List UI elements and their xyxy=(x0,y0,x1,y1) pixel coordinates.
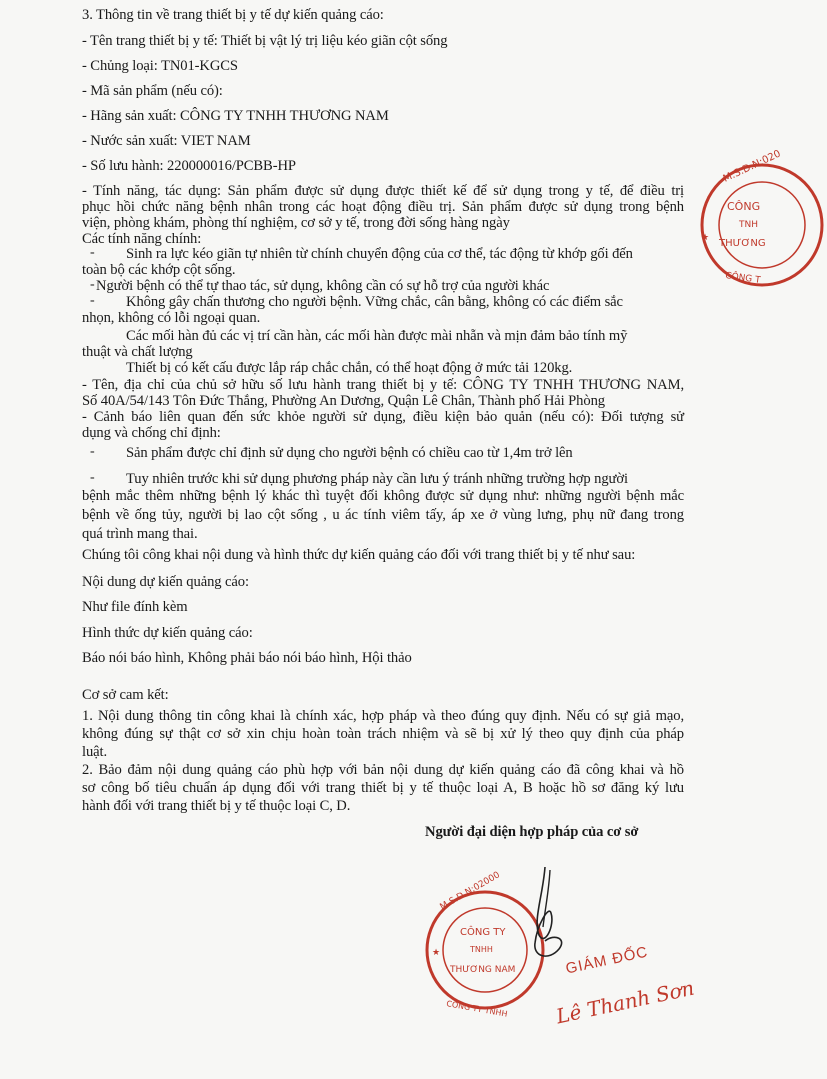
svg-text:★: ★ xyxy=(701,233,710,243)
seal-line-3: THƯƠNG NAM xyxy=(450,965,516,975)
device-name: - Tên trang thiết bị y tế: Thiết bị vật lý trị liệu kéo giãn cột sống xyxy=(82,33,448,49)
company-stamp-icon xyxy=(697,148,827,290)
warning-line-1: - Cảnh báo liên quan đến sức khỏe người sử dụng, điều kiện bảo quản (nếu có): Đối tượng sử xyxy=(82,409,684,425)
stamp-ring-text: M.S.D.N:020 xyxy=(721,148,783,185)
country: - Nước sản xuất: VIET NAM xyxy=(82,133,251,149)
commitment-1a: 1. Nội dung thông tin công khai là chính xác, hợp pháp và theo đúng quy định. Nếu có sự giả mạo, xyxy=(82,708,684,724)
ad-form-value: Báo nói báo hình, Không phải báo nói báo hình, Hội thảo xyxy=(82,650,412,666)
owner-line-1: - Tên, địa chỉ của chủ sở hữu số lưu hành trang thiết bị y tế: CÔNG TY TNHH THƯƠNG NAM, xyxy=(82,377,684,393)
commitment-2a: 2. Bảo đảm nội dung quảng cáo phù hợp với bản nội dung dự kiến quảng cáo đã công khai và hồ xyxy=(82,762,684,778)
feature-3b: nhọn, không có lỗi ngoại quan. xyxy=(82,310,261,326)
signature-title: GIÁM ĐỐC xyxy=(564,943,650,978)
section-heading: 3. Thông tin về trang thiết bị y tế dự kiến quảng cáo: xyxy=(82,7,384,23)
seal-ring-text: M.S.D.N:02000 xyxy=(438,870,502,913)
bullet: - xyxy=(90,293,95,308)
owner-address: Số 40A/54/143 Tôn Đức Thắng, Phường An Dương, Quận Lê Chân, Thành phố Hải Phòng xyxy=(82,393,605,409)
contra-line-2: bệnh mắc thêm những bệnh lý khác thì tuyệt đối không được sử dụng như: những người bệnh mắc xyxy=(82,488,684,504)
features-line-1: - Tính năng, tác dụng: Sản phẩm được sử dụng được thiết kế để sử dụng trong y tế, để điều trị xyxy=(82,183,684,199)
features-line-3: viện, phòng khám, phòng thí nghiệm, cơ sở y tế, trong đời sống hàng ngày xyxy=(82,215,510,231)
seal-line-1: CÔNG TY xyxy=(460,927,506,938)
stamp-line-1: CÔNG xyxy=(727,200,761,213)
ad-content-value: Như file đính kèm xyxy=(82,599,188,615)
stamp-line-2: TNH xyxy=(739,220,758,230)
product-code: - Mã sản phẩm (nếu có): xyxy=(82,83,223,99)
registration-number: - Số lưu hành: 220000016/PCBB-HP xyxy=(82,158,296,174)
feature-2: Người bệnh có thể tự thao tác, sử dụng, không cần có sự hỗ trợ của người khác xyxy=(96,278,550,294)
public-statement: Chúng tôi công khai nội dung và hình thức dự kiến quảng cáo đối với trang thiết bị y tế như sau: xyxy=(82,547,636,563)
commitment-1c: luật. xyxy=(82,744,108,760)
bullet: - xyxy=(90,245,95,260)
seal-line-2: TNHH xyxy=(470,945,493,954)
svg-text:★: ★ xyxy=(432,948,441,958)
main-features-heading: Các tính năng chính: xyxy=(82,231,202,247)
features-line-2: phục hồi chức năng bệnh nhân trong các hoạt động điều trị. Sản phẩm được sử dụng trong bệnh xyxy=(82,199,684,215)
bullet: - xyxy=(90,444,95,459)
bullet: - xyxy=(90,277,95,292)
indication: Sản phẩm được chỉ định sử dụng cho người bệnh có chiều cao từ 1,4m trở lên xyxy=(126,445,573,461)
warning-line-2: dụng và chống chỉ định: xyxy=(82,425,221,441)
contra-line-3: bệnh về ống tủy, người bị lao cột sống , u ác tính viêm tấy, áp xe ở vùng lưng, phụ nữ đang trong xyxy=(82,507,684,523)
feature-5: Thiết bị có kết cấu được lắp ráp chắc chắn, có thể hoạt động ở mức tải 120kg. xyxy=(126,360,573,376)
feature-1b: toàn bộ các khớp cột sống. xyxy=(82,262,236,278)
stamp-line-3: THƯƠNG xyxy=(719,238,766,249)
seal-ring-bottom: CÔNG TY TNHH xyxy=(445,999,509,1019)
ad-content-label: Nội dung dự kiến quảng cáo: xyxy=(82,574,249,590)
commitment-2b: sơ công bố tiêu chuẩn áp dụng đối với trang thiết bị y tế thuộc loại A, B hoặc hồ sơ đăng ký lưu xyxy=(82,780,684,796)
feature-3a: Không gây chấn thương cho người bệnh. Vững chắc, cân bằng, không có các điểm sắc xyxy=(126,294,623,310)
feature-1a: Sinh ra lực kéo giãn tự nhiên từ chính chuyển động của cơ thể, tác động từ khớp gối đến xyxy=(126,246,633,262)
contra-line-4: quá trình mang thai. xyxy=(82,526,198,542)
manufacturer: - Hãng sản xuất: CÔNG TY TNHH THƯƠNG NAM xyxy=(82,108,389,124)
device-type: - Chủng loại: TN01-KGCS xyxy=(82,58,238,74)
feature-4b: thuật và chất lượng xyxy=(82,344,193,360)
commitment-2c: hành đối với trang thiết bị y tế thuộc loại C, D. xyxy=(82,798,351,814)
contra-line-1: Tuy nhiên trước khi sử dụng phương pháp này cần lưu ý tránh những trường hợp người xyxy=(126,471,628,487)
signature-name: Lê Thanh Sơn xyxy=(554,975,697,1029)
bullet: - xyxy=(90,470,95,485)
commitment-1b: không đúng sự thật cơ sở xin chịu hoàn toàn trách nhiệm và sẽ bị xử lý theo quy định của pháp xyxy=(82,726,684,742)
stamp-ring-bottom: CÔNG T xyxy=(724,271,762,286)
feature-4a: Các mối hàn đủ các vị trí cần hàn, các mối hàn được mài nhẵn và mịn đảm bảo tính mỹ xyxy=(126,328,628,344)
commitment-heading: Cơ sở cam kết: xyxy=(82,687,169,703)
ad-form-label: Hình thức dự kiến quảng cáo: xyxy=(82,625,253,641)
legal-representative-label: Người đại diện hợp pháp của cơ sở xyxy=(425,824,639,840)
